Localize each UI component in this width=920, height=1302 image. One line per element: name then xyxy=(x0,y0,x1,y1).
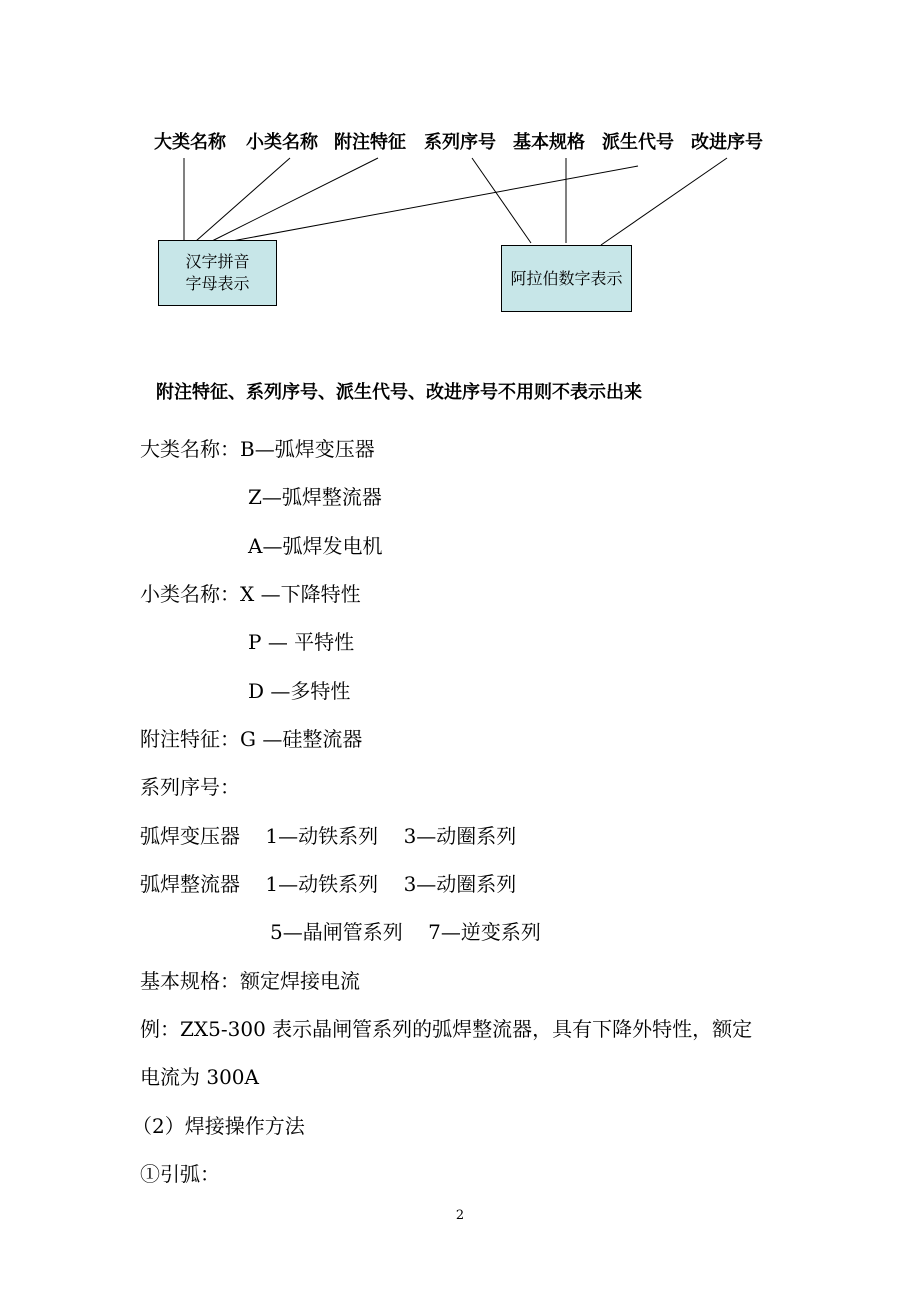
major-a-line: A—弧焊发电机 xyxy=(248,534,383,558)
arabic-box-line1: 阿拉伯数字表示 xyxy=(510,269,623,288)
pinyin-box xyxy=(158,240,277,306)
field-minor-category: 小类名称 xyxy=(246,132,318,153)
field-improvement-number: 改进序号 xyxy=(691,132,763,153)
series-rectifier-more-line: 5—晶闸管系列 7—逆变系列 xyxy=(270,920,541,944)
pinyin-box-line1: 汉字拼音 xyxy=(185,252,250,271)
arabic-box xyxy=(501,245,632,312)
connector-improve xyxy=(601,158,727,245)
basic-spec-line: 基本规格：额定焊接电流 xyxy=(140,969,360,993)
connector-series xyxy=(472,158,531,243)
connector-derived xyxy=(232,166,638,241)
omission-note: 附注特征、系列序号、派生代号、改进序号不用则不表示出来 xyxy=(156,382,642,403)
field-annotation: 附注特征 xyxy=(334,132,406,153)
field-major-category: 大类名称 xyxy=(154,132,226,153)
minor-p-line: P — 平特性 xyxy=(248,630,355,654)
pinyin-box-line2: 字母表示 xyxy=(185,274,250,293)
connector-annot xyxy=(212,158,378,241)
annotation-g-line: 附注特征：G —硅整流器 xyxy=(140,727,363,751)
page-number: 2 xyxy=(455,1208,465,1223)
connector-minor xyxy=(196,158,290,241)
example-line-1: 例：ZX5-300 表示晶闸管系列的弧焊整流器，具有下降外特性，额定 xyxy=(140,1017,753,1041)
series-transformer-line: 弧焊变压器 1—动铁系列 3—动圈系列 xyxy=(140,824,517,848)
connector-lines xyxy=(0,0,920,340)
series-rectifier-line: 弧焊整流器 1—动铁系列 3—动圈系列 xyxy=(140,872,517,896)
series-title-line: 系列序号： xyxy=(140,775,240,799)
field-basic-spec: 基本规格 xyxy=(513,132,585,153)
major-b-line: 大类名称：B—弧焊变压器 xyxy=(140,437,375,461)
section-heading-2: （2）焊接操作方法 xyxy=(132,1114,305,1138)
minor-d-line: D —多特性 xyxy=(248,679,351,703)
example-line-2: 电流为 300A xyxy=(140,1065,259,1089)
model-code-diagram xyxy=(0,0,920,340)
minor-x-line: 小类名称：X —下降特性 xyxy=(140,582,361,606)
field-series-number: 系列序号 xyxy=(424,132,496,153)
step-1-heading: ①引弧： xyxy=(140,1162,220,1186)
field-derived-code: 派生代号 xyxy=(602,132,674,153)
major-z-line: Z—弧焊整流器 xyxy=(248,485,382,509)
